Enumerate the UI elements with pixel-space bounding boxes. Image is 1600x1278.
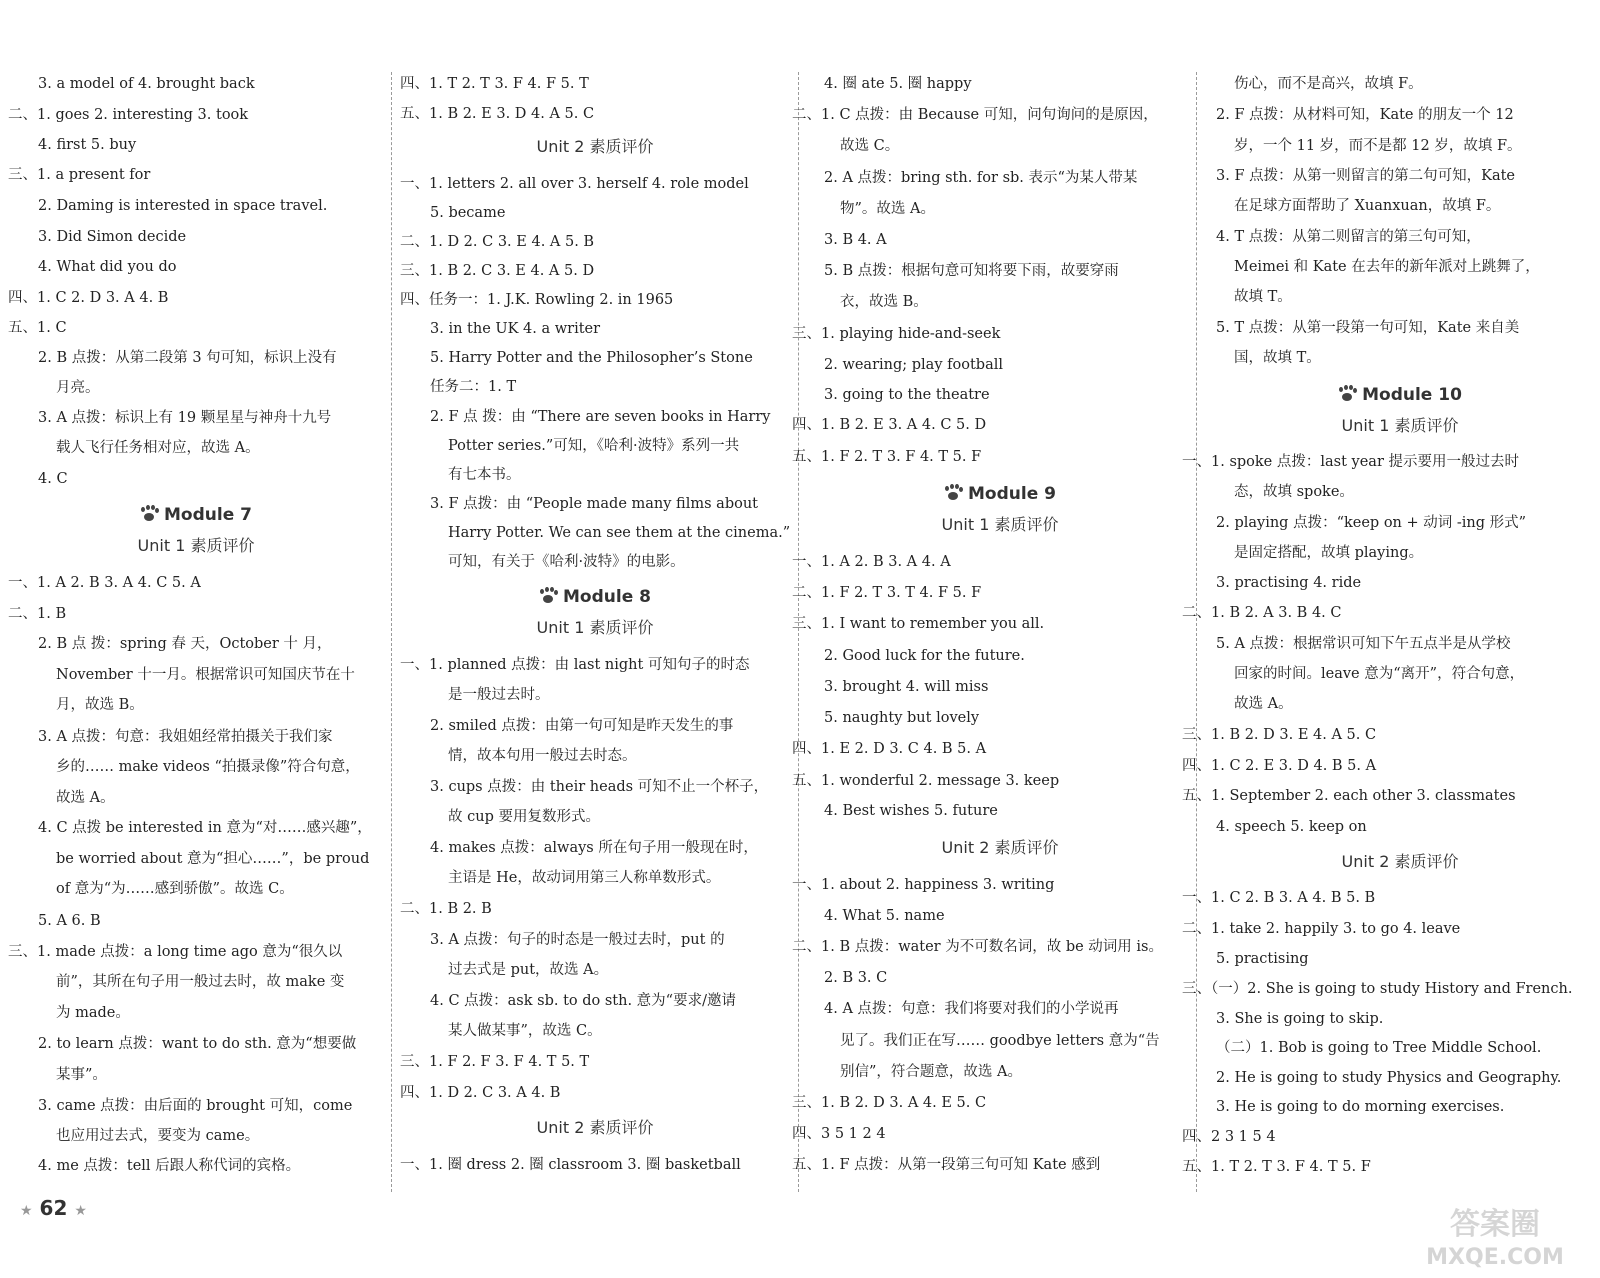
paw-icon <box>944 486 962 500</box>
answer-line: 4. C <box>38 471 68 487</box>
answer-line: 别信”，符合题意，故选 A。 <box>840 1064 1022 1080</box>
answer-line: 态，故填 spoke。 <box>1234 484 1354 500</box>
answer-line: 三、1. B 2. C 3. E 4. A 5. D <box>400 263 595 279</box>
answer-line: 三、1. B 2. D 3. A 4. E 5. C <box>792 1095 987 1111</box>
page-number: ★ 62 ★ <box>20 1196 87 1220</box>
answer-line: 3. He is going to do morning exercises. <box>1216 1099 1505 1115</box>
answer-line: 5. A 6. B <box>38 913 101 929</box>
answer-line: 一、1. spoke 点拨：last year 提示要用一般过去时 <box>1182 454 1519 470</box>
answer-line: 为 made。 <box>56 1005 130 1021</box>
answer-line: Meimei 和 Kate 在去年的新年派对上跳舞了， <box>1234 259 1540 275</box>
heading-text: Unit 2 素质评价 <box>1341 852 1459 871</box>
answer-line: 故选 C。 <box>840 138 900 154</box>
answer-line: 故 cup 要用复数形式。 <box>448 809 600 825</box>
answer-line: 三、1. a present for <box>8 167 151 183</box>
heading-text: Unit 2 素质评价 <box>536 137 654 156</box>
star-icon: ★ <box>20 1203 33 1219</box>
answer-line: 2. to learn 点拨：want to do sth. 意为“想要做 <box>38 1036 357 1052</box>
answer-line: 4. What 5. name <box>824 908 945 924</box>
answer-line: 二、1. D 2. C 3. E 4. A 5. B <box>400 234 595 250</box>
answer-line: 2. Daming is interested in space travel. <box>38 198 328 214</box>
answer-line: 一、1. 圈 dress 2. 圈 classroom 3. 圈 basketball <box>400 1157 741 1173</box>
answer-line: 四、1. C 2. D 3. A 4. B <box>8 290 169 306</box>
heading-text: Unit 2 素质评价 <box>536 1118 654 1137</box>
answer-line: 四、1. B 2. E 3. A 4. C 5. D <box>792 417 987 433</box>
answer-line: 衣，故选 B。 <box>840 294 928 310</box>
answer-line: 4. first 5. buy <box>38 137 137 153</box>
answer-line: 月亮。 <box>56 380 100 396</box>
answer-line: 伤心，而不是高兴，故填 F。 <box>1234 76 1423 92</box>
answer-line: 4. What did you do <box>38 259 177 275</box>
unit-heading <box>400 136 790 158</box>
answer-line: 三、1. I want to remember you all. <box>792 616 1045 632</box>
module-heading <box>808 483 1192 505</box>
heading-text: Module 9 <box>968 484 1056 504</box>
module-heading <box>400 586 790 608</box>
answer-line: 五、1. C <box>8 320 67 336</box>
answer-column-3 <box>792 70 1192 1210</box>
unit-heading <box>400 617 790 639</box>
answer-line: 回家的时间。leave 意为“离开”，符合句意， <box>1234 666 1525 682</box>
answer-line: 5. practising <box>1216 951 1309 967</box>
answer-line: Potter series.”可知，《哈利·波特》系列一共 <box>448 438 740 454</box>
answer-line: 4. T 点拨：从第二则留言的第三句可知， <box>1216 229 1481 245</box>
answer-line: November 十一月。根据常识可知国庆节在十 <box>56 667 355 683</box>
answer-line: 二、1. C 点拨：由 Because 可知，问句询问的是原因， <box>792 107 1158 123</box>
answer-line: 3. practising 4. ride <box>1216 575 1362 591</box>
answer-line: 是一般过去时。 <box>448 687 550 703</box>
answer-line: 四、1. E 2. D 3. C 4. B 5. A <box>792 741 987 757</box>
answer-line: 五、1. F 2. T 3. F 4. T 5. F <box>792 449 982 465</box>
answer-line: 见了。我们正在写…… goodbye letters 意为“告 <box>840 1033 1160 1049</box>
unit-heading <box>1208 851 1592 873</box>
answer-line: 5. T 点拨：从第一段第一句可知，Kate 来自美 <box>1216 320 1520 336</box>
answer-line: 也应用过去式，要变为 came。 <box>56 1128 260 1144</box>
paw-icon <box>1338 387 1356 401</box>
answer-line: be worried about 意为“担心……”，be proud <box>56 851 370 867</box>
answer-line: 3. F 点拨：由 “People made many films about <box>430 496 758 512</box>
answer-line: 二、1. goes 2. interesting 3. took <box>8 107 249 123</box>
answer-line: 2. F 点 拨：由 “There are seven books in Harry <box>430 409 771 425</box>
unit-heading <box>808 514 1192 536</box>
answer-line: 3. cups 点拨：由 their heads 可知不止一个杯子， <box>430 779 769 795</box>
watermark-bottom: MXQE.COM <box>1426 1245 1564 1270</box>
answer-line: 在足球方面帮助了 Xuanxuan，故填 F。 <box>1234 198 1501 214</box>
answer-line: 一、1. about 2. happiness 3. writing <box>792 877 1055 893</box>
answer-line: 2. playing 点拨：“keep on + 动词 -ing 形式” <box>1216 515 1527 531</box>
answer-line: 四、2 3 1 5 4 <box>1182 1129 1276 1145</box>
answer-line: of 意为“为……感到骄傲”。故选 C。 <box>56 881 294 897</box>
answer-line: 三、1. playing hide-and-seek <box>792 326 1001 342</box>
answer-line: 二、1. F 2. T 3. T 4. F 5. F <box>792 585 982 601</box>
answer-line: 4. Best wishes 5. future <box>824 803 998 819</box>
answer-line: 情，故本句用一般过去时态。 <box>448 748 637 764</box>
answer-line: 3. brought 4. will miss <box>824 679 989 695</box>
answer-line: 3. Did Simon decide <box>38 229 187 245</box>
answer-column-1 <box>8 70 384 1210</box>
answer-line: 4. 圈 ate 5. 圈 happy <box>824 76 972 92</box>
answer-line: 三、1. B 2. D 3. E 4. A 5. C <box>1182 727 1377 743</box>
answer-line: 国，故填 T。 <box>1234 350 1321 366</box>
answer-line: 3. a model of 4. brought back <box>38 76 255 92</box>
answer-line: 3. going to the theatre <box>824 387 990 403</box>
answer-line: 四、1. T 2. T 3. F 4. F 5. T <box>400 76 589 92</box>
answer-line: 四、任务一：1. J.K. Rowling 2. in 1965 <box>400 292 674 308</box>
answer-line: 2. smiled 点拨：由第一句可知是昨天发生的事 <box>430 718 734 734</box>
answer-line: 月，故选 B。 <box>56 697 144 713</box>
module-heading <box>1208 384 1592 406</box>
answer-line: 4. makes 点拨：always 所在句子用一般现在时， <box>430 840 758 856</box>
answer-line: 5. Harry Potter and the Philosopher’s Stone <box>430 350 753 366</box>
answer-line: 2. B 点 拨：spring 春 天，October 十 月， <box>38 636 332 652</box>
answer-line: 2. He is going to study Physics and Geography. <box>1216 1070 1562 1086</box>
answer-line: 2. F 点拨：从材料可知，Kate 的朋友一个 12 <box>1216 107 1514 123</box>
watermark-logo <box>1400 1200 1590 1270</box>
column-divider <box>1196 72 1197 1192</box>
star-icon: ★ <box>74 1203 87 1219</box>
heading-text: Unit 1 素质评价 <box>137 536 255 555</box>
unit-heading <box>808 837 1192 859</box>
answer-line: 5. A 点拨：根据常识可知下午五点半是从学校 <box>1216 636 1511 652</box>
answer-line: 3. She is going to skip. <box>1216 1011 1384 1027</box>
answer-line: 4. speech 5. keep on <box>1216 819 1367 835</box>
paw-icon <box>140 507 158 521</box>
answer-line: 岁，一个 11 岁，而不是都 12 岁，故填 F。 <box>1234 138 1522 154</box>
heading-text: Module 7 <box>164 505 252 525</box>
unit-heading <box>400 1117 790 1139</box>
answer-line: 一、1. planned 点拨：由 last night 可知句子的时态 <box>400 657 750 673</box>
answer-line: 一、1. C 2. B 3. A 4. B 5. B <box>1182 890 1376 906</box>
answer-line: 四、3 5 1 2 4 <box>792 1126 886 1142</box>
answer-line: 四、1. D 2. C 3. A 4. B <box>400 1085 561 1101</box>
answer-line: 二、1. take 2. happily 3. to go 4. leave <box>1182 921 1461 937</box>
answer-line: 3. F 点拨：从第一则留言的第二句可知，Kate <box>1216 168 1515 184</box>
answer-line: 五、1. B 2. E 3. D 4. A 5. C <box>400 106 595 122</box>
answer-line: 一、1. letters 2. all over 3. herself 4. role model <box>400 176 749 192</box>
answer-line: 二、1. B 2. A 3. B 4. C <box>1182 605 1342 621</box>
answer-line: 2. A 点拨：bring sth. for sb. 表示“为某人带某 <box>824 170 1138 186</box>
answer-line: 五、1. T 2. T 3. F 4. T 5. F <box>1182 1159 1371 1175</box>
answer-line: 五、1. wonderful 2. message 3. keep <box>792 773 1060 789</box>
heading-text: Unit 1 素质评价 <box>536 618 654 637</box>
answer-line: 主语是 He，故动词用第三人称单数形式。 <box>448 870 721 886</box>
answer-line: （二）1. Bob is going to Tree Middle School. <box>1216 1040 1542 1056</box>
unit-heading <box>1208 415 1592 437</box>
answer-line: 五、1. F 点拨：从第一段第三句可知 Kate 感到 <box>792 1157 1101 1173</box>
answer-line: 3. A 点拨：标识上有 19 颗星星与神舟十九号 <box>38 410 332 426</box>
answer-line: 一、1. A 2. B 3. A 4. C 5. A <box>8 575 201 591</box>
answer-line: 二、1. B 2. B <box>400 901 492 917</box>
answer-line: 三、1. F 2. F 3. F 4. T 5. T <box>400 1054 590 1070</box>
answer-line: 4. C 点拨：ask sb. to do sth. 意为“要求/邀请 <box>430 993 736 1009</box>
answer-line: 有七本书。 <box>448 467 521 483</box>
heading-text: Module 8 <box>563 587 651 607</box>
answer-line: 某事”。 <box>56 1067 107 1083</box>
answer-line: 2. wearing; play football <box>824 357 1003 373</box>
answer-line: 三、1. made 点拨：a long time ago 意为“很久以 <box>8 944 343 960</box>
answer-line: 某人做某事”，故选 C。 <box>448 1023 602 1039</box>
answer-line: 2. Good luck for the future. <box>824 648 1025 664</box>
answer-line: 二、1. B <box>8 606 67 622</box>
unit-heading <box>8 535 384 557</box>
answer-line: 乡的…… make videos “拍摄录像”符合句意， <box>56 759 360 775</box>
answer-line: 是固定搭配，故填 playing。 <box>1234 545 1424 561</box>
heading-text: Unit 1 素质评价 <box>941 515 1059 534</box>
answer-line: 4. C 点拨 be interested in 意为“对……感兴趣”， <box>38 820 372 836</box>
answer-line: 5. B 点拨：根据句意可知将要下雨，故要穿雨 <box>824 263 1119 279</box>
answer-line: 3. A 点拨：句意：我姐姐经常拍摄关于我们家 <box>38 729 333 745</box>
answer-line: 3. in the UK 4. a writer <box>430 321 601 337</box>
answer-line: 故填 T。 <box>1234 289 1292 305</box>
answer-line: 过去式是 put，故选 A。 <box>448 962 609 978</box>
answer-line: 4. A 点拨：句意：我们将要对我们的小学说再 <box>824 1001 1119 1017</box>
answer-line: 三、（一）2. She is going to study History and French. <box>1182 981 1573 997</box>
answer-line: 3. A 点拨：句子的时态是一般过去时，put 的 <box>430 932 725 948</box>
answer-line: 一、1. A 2. B 3. A 4. A <box>792 554 951 570</box>
module-heading <box>8 504 384 526</box>
answer-line: 故选 A。 <box>1234 696 1293 712</box>
answer-line: 故选 A。 <box>56 790 115 806</box>
answer-line: 2. B 点拨：从第二段第 3 句可知，标识上没有 <box>38 350 337 366</box>
heading-text: Unit 2 素质评价 <box>941 838 1059 857</box>
watermark-top: 答案圈 <box>1450 1207 1540 1242</box>
answer-line: 5. naughty but lovely <box>824 710 980 726</box>
heading-text: Unit 1 素质评价 <box>1341 416 1459 435</box>
answer-column-2 <box>400 70 790 1210</box>
answer-line: 2. B 3. C <box>824 970 888 986</box>
answer-line: 载人飞行任务相对应，故选 A。 <box>56 440 260 456</box>
heading-text: Module 10 <box>1362 385 1462 405</box>
answer-line: 4. me 点拨：tell 后跟人称代词的宾格。 <box>38 1158 301 1174</box>
answer-line: 前”，其所在句子用一般过去时，故 make 变 <box>56 974 345 990</box>
answer-line: 可知，有关于《哈利·波特》的电影。 <box>448 554 685 570</box>
answer-line: 物”。故选 A。 <box>840 201 935 217</box>
answer-line: 3. came 点拨：由后面的 brought 可知，come <box>38 1098 353 1114</box>
answer-line: 5. became <box>430 205 506 221</box>
column-divider <box>391 72 392 1192</box>
answer-column-4 <box>1182 70 1592 1210</box>
answer-line: 四、1. C 2. E 3. D 4. B 5. A <box>1182 758 1377 774</box>
paw-icon <box>539 589 557 603</box>
answer-line: 五、1. September 2. each other 3. classmates <box>1182 788 1516 804</box>
answer-line: Harry Potter. We can see them at the cinema.” <box>448 525 791 541</box>
answer-line: 3. B 4. A <box>824 232 887 248</box>
answer-line: 二、1. B 点拨：water 为不可数名词，故 be 动词用 is。 <box>792 939 1163 955</box>
answer-line: 任务二：1. T <box>430 379 517 395</box>
